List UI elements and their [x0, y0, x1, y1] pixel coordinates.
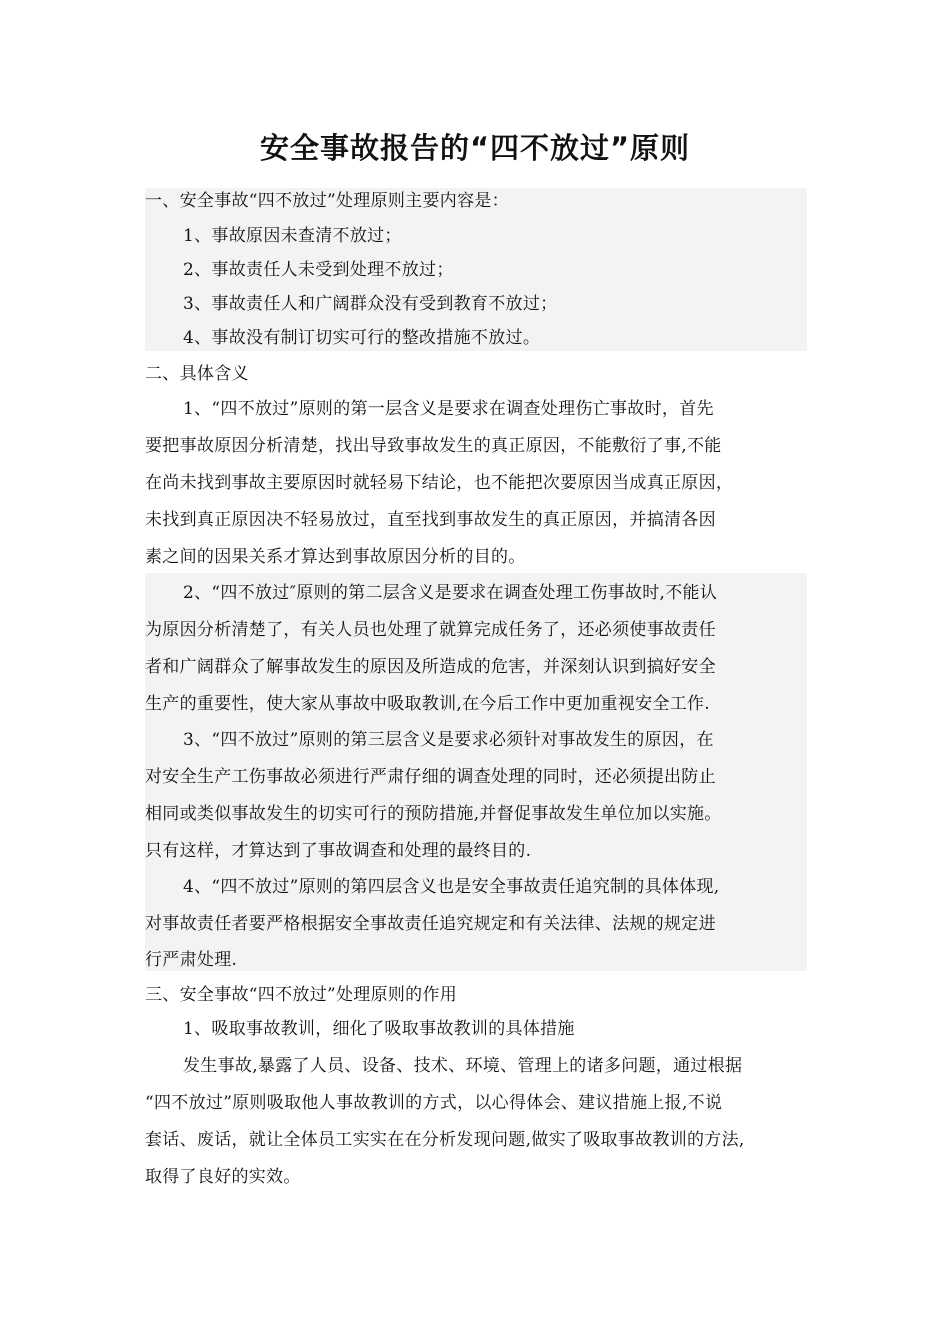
- meaning-3-line-3: 相同或类似事故发生的切实可行的预防措施,并督促事故发生单位加以实施。: [145, 804, 722, 824]
- meaning-1-line-2: 要把事故原因分析清楚，找出导致事故发生的真正原因，不能敷衍了事,不能: [145, 436, 722, 456]
- effect-para-line-3: 套话、废话，就让全体员工实实在在分析发现问题,做实了吸取事故教训的方法,: [145, 1130, 745, 1150]
- principle-item-1: 1、事故原因未查清不放过；: [183, 226, 402, 246]
- meaning-3-line-2: 对安全生产工伤事故必须进行严肃仔细的调查处理的同时，还必须提出防止: [145, 767, 716, 787]
- section-heading-3: 三、安全事故“四不放过”处理原则的作用: [145, 985, 458, 1005]
- principle-item-4: 4、事故没有制订切实可行的整改措施不放过。: [183, 328, 541, 348]
- meaning-3-line-1: 3、“四不放过”原则的第三层含义是要求必须针对事故发生的原因，在: [183, 730, 714, 750]
- section-heading-2: 二、具体含义: [145, 364, 249, 384]
- effect-para-line-2: “四不放过”原则吸取他人事故教训的方式，以心得体会、建议措施上报,不说: [145, 1093, 723, 1113]
- meaning-3-line-4: 只有这样，才算达到了事故调查和处理的最终目的.: [145, 841, 532, 861]
- meaning-2-line-4: 生产的重要性，使大家从事故中吸取教训,在今后工作中更加重视安全工作.: [145, 694, 711, 714]
- meaning-1-line-4: 未找到真正原因决不轻易放过，直至找到事故发生的真正原因，并搞清各因: [145, 510, 716, 530]
- meaning-1-line-3: 在尚未找到事故主要原因时就轻易下结论，也不能把次要原因当成真正原因，: [145, 473, 734, 493]
- meaning-4-line-1: 4、“四不放过”原则的第四层含义也是安全事故责任追究制的具体体现,: [183, 877, 720, 897]
- meaning-1-line-1: 1、“四不放过”原则的第一层含义是要求在调查处理伤亡事故时，首先: [183, 399, 714, 419]
- effect-para-line-4: 取得了良好的实效。: [145, 1167, 301, 1187]
- document-title: 安全事故报告的“四不放过”原则: [259, 131, 691, 165]
- principle-item-2: 2、事故责任人未受到处理不放过；: [183, 260, 454, 280]
- meaning-4-line-3: 行严肃处理.: [145, 950, 238, 970]
- meaning-2-line-2: 为原因分析清楚了，有关人员也处理了就算完成任务了，还必须使事故责任: [145, 620, 716, 640]
- principle-item-3: 3、事故责任人和广阔群众没有受到教育不放过；: [183, 294, 558, 314]
- section-heading-1: 一、安全事故“四不放过”处理原则主要内容是：: [145, 191, 509, 211]
- effect-item-1: 1、吸取事故教训，细化了吸取事故教训的具体措施: [183, 1019, 575, 1039]
- meaning-2-line-3: 者和广阔群众了解事故发生的原因及所造成的危害，并深刻认识到搞好安全: [145, 657, 716, 677]
- meaning-1-line-5: 素之间的因果关系才算达到事故原因分析的目的。: [145, 547, 526, 567]
- meaning-2-line-1: 2、“四不放过″原则的第二层含义是要求在调查处理工伤事故时,不能认: [183, 583, 718, 603]
- meaning-4-line-2: 对事故责任者要严格根据安全事故责任追究规定和有关法律、法规的规定进: [145, 914, 716, 934]
- effect-para-line-1: 发生事故,暴露了人员、设备、技术、环境、管理上的诸多问题，通过根据: [183, 1056, 743, 1076]
